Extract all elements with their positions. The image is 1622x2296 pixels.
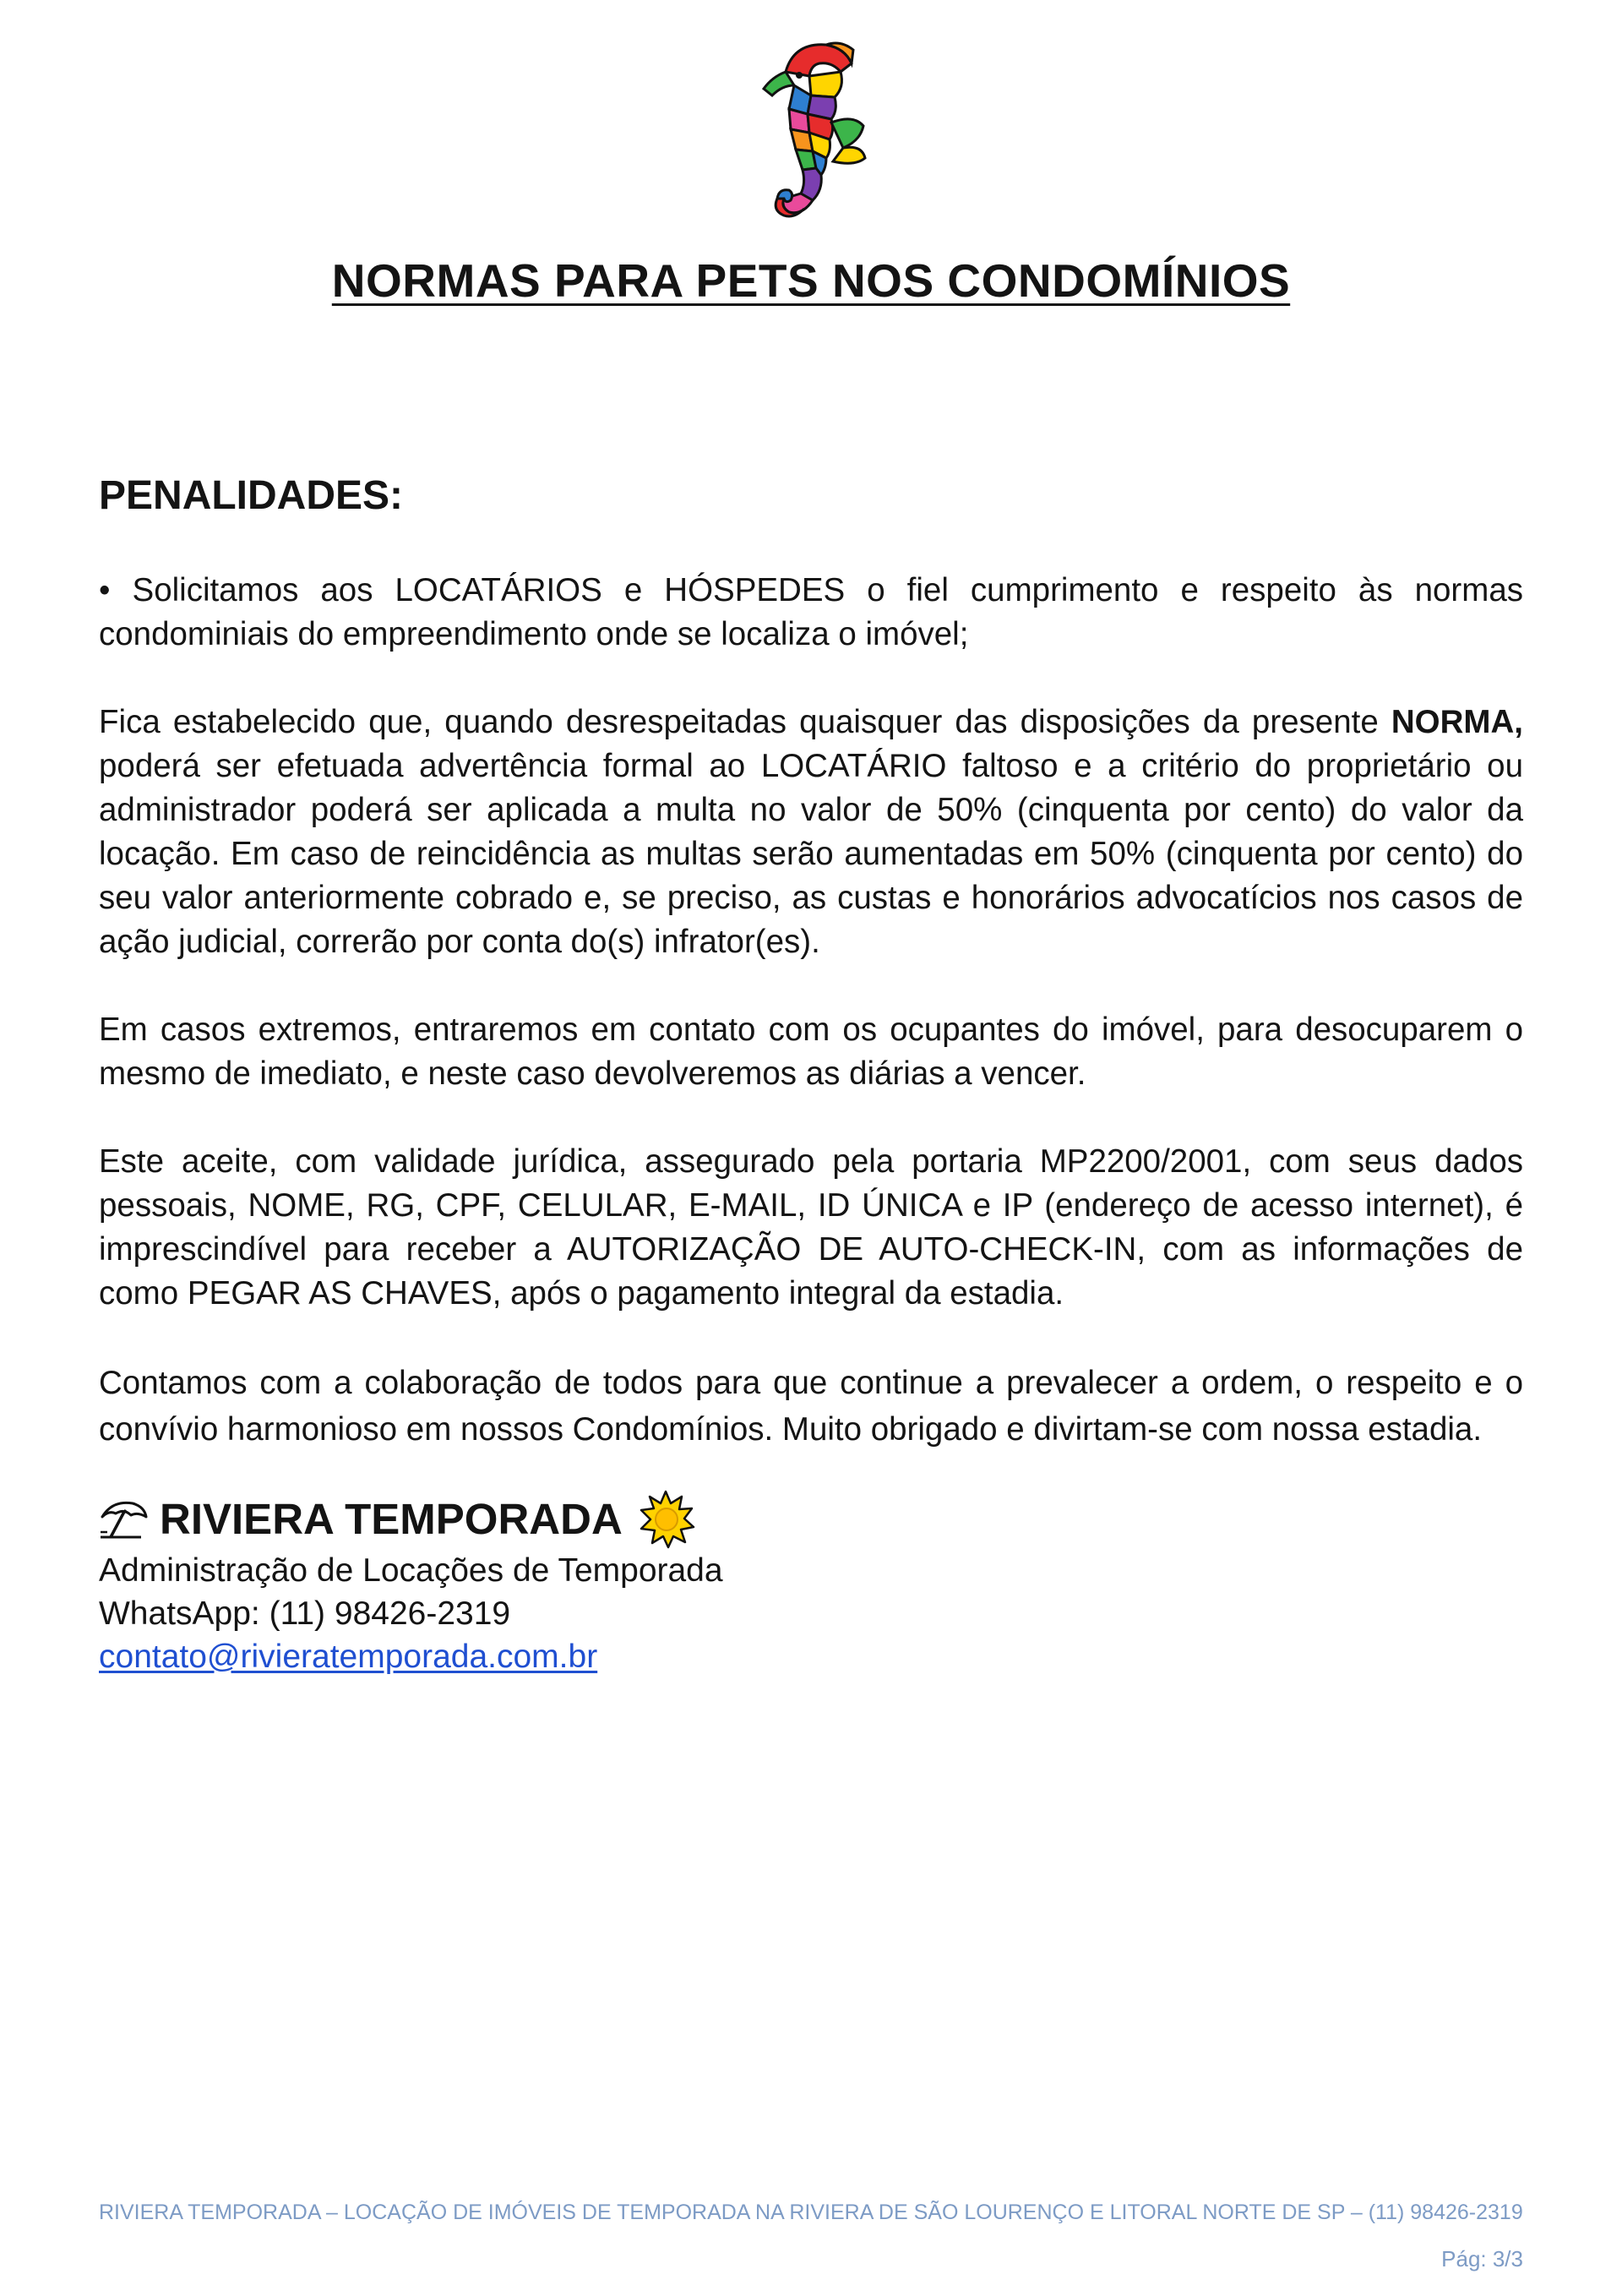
acceptance-paragraph: Este aceite, com validade jurídica, assegurado pela portaria MP2200/2001, com seus dados pessoais, NOME, RG, CPF, CELULAR, E-MAIL, ID ÚNICA e IP (endereço de acesso internet), é imprescindível para receber a AUTORIZAÇÃO DE AUTO-CHECK-IN, com as informações de como PEGAR AS CHAVES, após o pagamento integral da estadia. (99, 1143, 1523, 1312)
signature-block (99, 1490, 1523, 1678)
whatsapp-line: WhatsApp: (11) 98426-2319 (99, 1595, 511, 1632)
company-name: RIVIERA TEMPORADA (160, 1495, 623, 1543)
company-subtitle: Administração de Locações de Temporada (99, 1552, 723, 1589)
penalty-paragraph (99, 701, 1523, 964)
extreme-cases-paragraph: Em casos extremos, entraremos em contato com os ocupantes do imóvel, para desocuparem o mesmo de imediato, e neste caso devolveremos as diárias a vencer. (99, 1012, 1523, 1092)
document-body (99, 469, 1523, 1678)
page-number: Pág: 3/3 (1441, 2246, 1523, 2271)
penalty-text-start: Fica estabelecido que, quando desrespeitadas quaisquer das disposições da presente (99, 704, 1391, 740)
beach-umbrella-icon (99, 1498, 148, 1541)
penalty-text-end: poderá ser efetuada advertência formal ao LOCATÁRIO faltoso e a critério do proprietário ou administrador poderá ser aplicada a multa no valor de 50% (cinquenta por cento) do valor da locação. Em caso de reincidência as multas serão aumentadas em 50% (cinquenta por cento) do seu valor anteriormente cobrado e, se preciso, as custas e honorários advocatícios nos casos de ação judicial, correrão por conta do(s) infrator(es). (99, 748, 1523, 960)
email-link[interactable]: contato@rivieratemporada.com.br (99, 1639, 598, 1675)
company-name-line (99, 1490, 1523, 1549)
closing-paragraph: Contamos com a colaboração de todos para que continue a prevalecer a ordem, o respeito e o convívio harmonioso em nossos Condomínios. Muito obrigado e divirtam-se com nossa estadia. (99, 1365, 1523, 1448)
page-footer: RIVIERA TEMPORADA – LOCAÇÃO DE IMÓVEIS DE TEMPORADA NA RIVIERA DE SÃO LOURENÇO E LITORAL NORTE DE SP – (11) 98426-2319 (99, 2201, 1523, 2224)
sun-icon (636, 1490, 695, 1549)
bullet-paragraph: • Solicitamos aos LOCATÁRIOS e HÓSPEDES o fiel cumprimento e respeito às normas condominiais do empreendimento onde se localiza o imóvel; (99, 572, 1523, 652)
section-heading: PENALIDADES: (99, 473, 404, 518)
norma-bold-text: NORMA, (1391, 704, 1523, 740)
document-title: NORMAS PARA PETS NOS CONDOMÍNIOS (331, 254, 1291, 307)
seahorse-icon (760, 38, 870, 228)
